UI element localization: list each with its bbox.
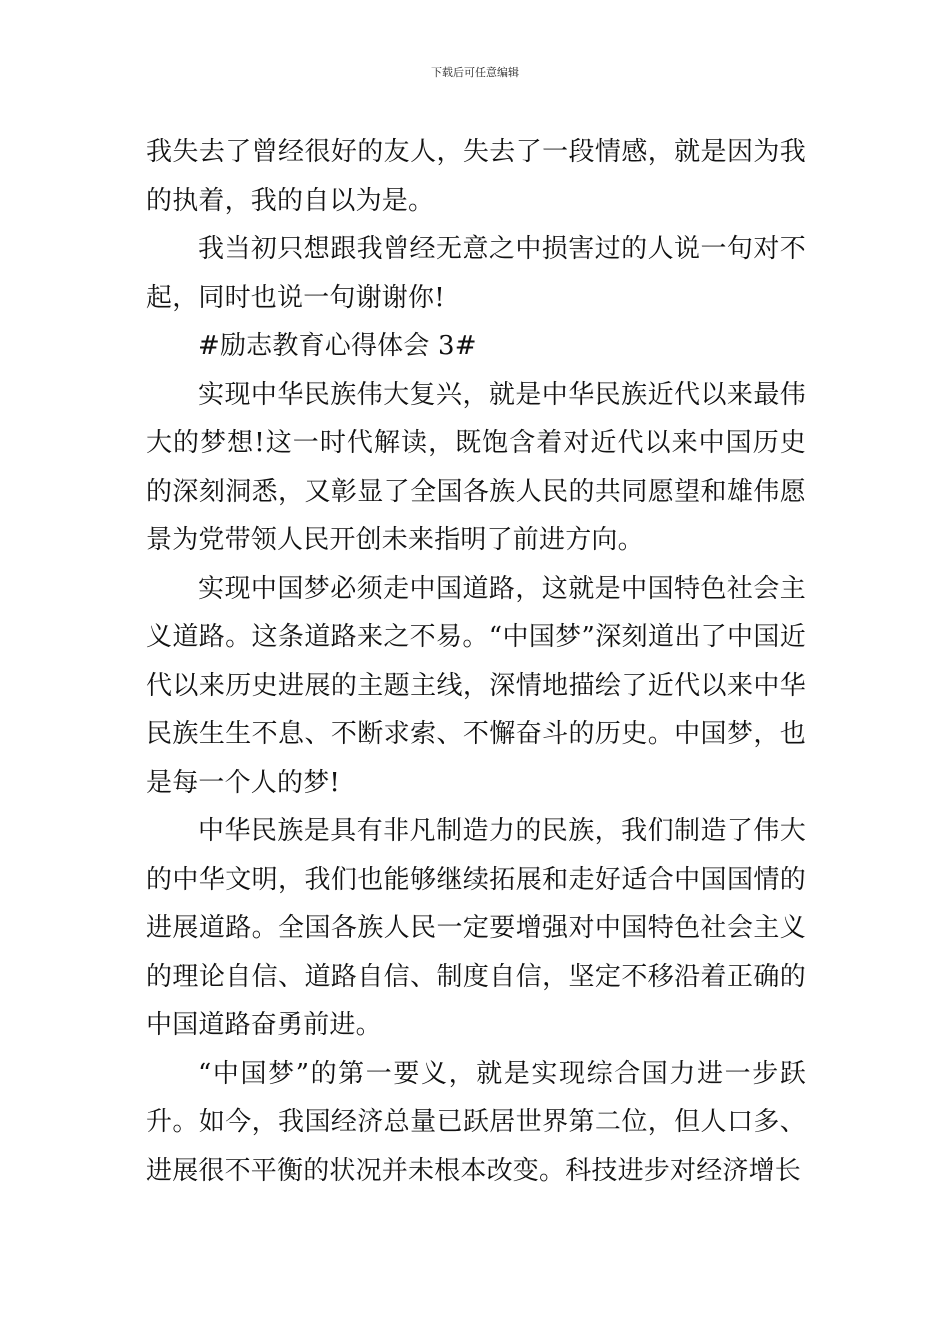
section-heading: #励志教育心得体会 3# bbox=[198, 331, 477, 361]
page-header-note: 下载后可任意编辑 bbox=[431, 66, 519, 79]
paragraph: “中国梦”的第一要义，就是实现综合国力进一步跃升。如今，我国经济总量已跃居世界第二位，但人口多、进展很不平衡的状况并未根本改变。科技进步对经济增长 bbox=[146, 1058, 806, 1186]
paragraph: 实现中华民族伟大复兴，就是中华民族近代以来最伟大的梦想!这一时代解读，既饱含着对近代以来中国历史的深刻洞悉，又彰显了全国各族人民的共同愿望和雄伟愿景为党带领人民开创未来指明了前进方向。 bbox=[146, 379, 806, 555]
paragraph-continuation: 我失去了曾经很好的友人，失去了一段情感，就是因为我的执着，我的自以为是。 bbox=[146, 137, 806, 216]
document-body bbox=[146, 128, 806, 1195]
paragraph: 我当初只想跟我曾经无意之中损害过的人说一句对不起，同时也说一句谢谢你! bbox=[146, 234, 806, 313]
paragraph: 中华民族是具有非凡制造力的民族，我们制造了伟大的中华文明，我们也能够继续拓展和走好适合中国国情的进展道路。全国各族人民一定要增强对中国特色社会主义的理论自信、道路自信、制度自信，坚定不移沿着正确的中国道路奋勇前进。 bbox=[146, 816, 806, 1040]
paragraph: 实现中国梦必须走中国道路，这就是中国特色社会主义道路。这条道路来之不易。“中国梦”深刻道出了中国近代以来历史进展的主题主线，深情地描绘了近代以来中华民族生生不息、不断求索、不懈奋斗的历史。中国梦，也是每一个人的梦! bbox=[146, 573, 806, 798]
